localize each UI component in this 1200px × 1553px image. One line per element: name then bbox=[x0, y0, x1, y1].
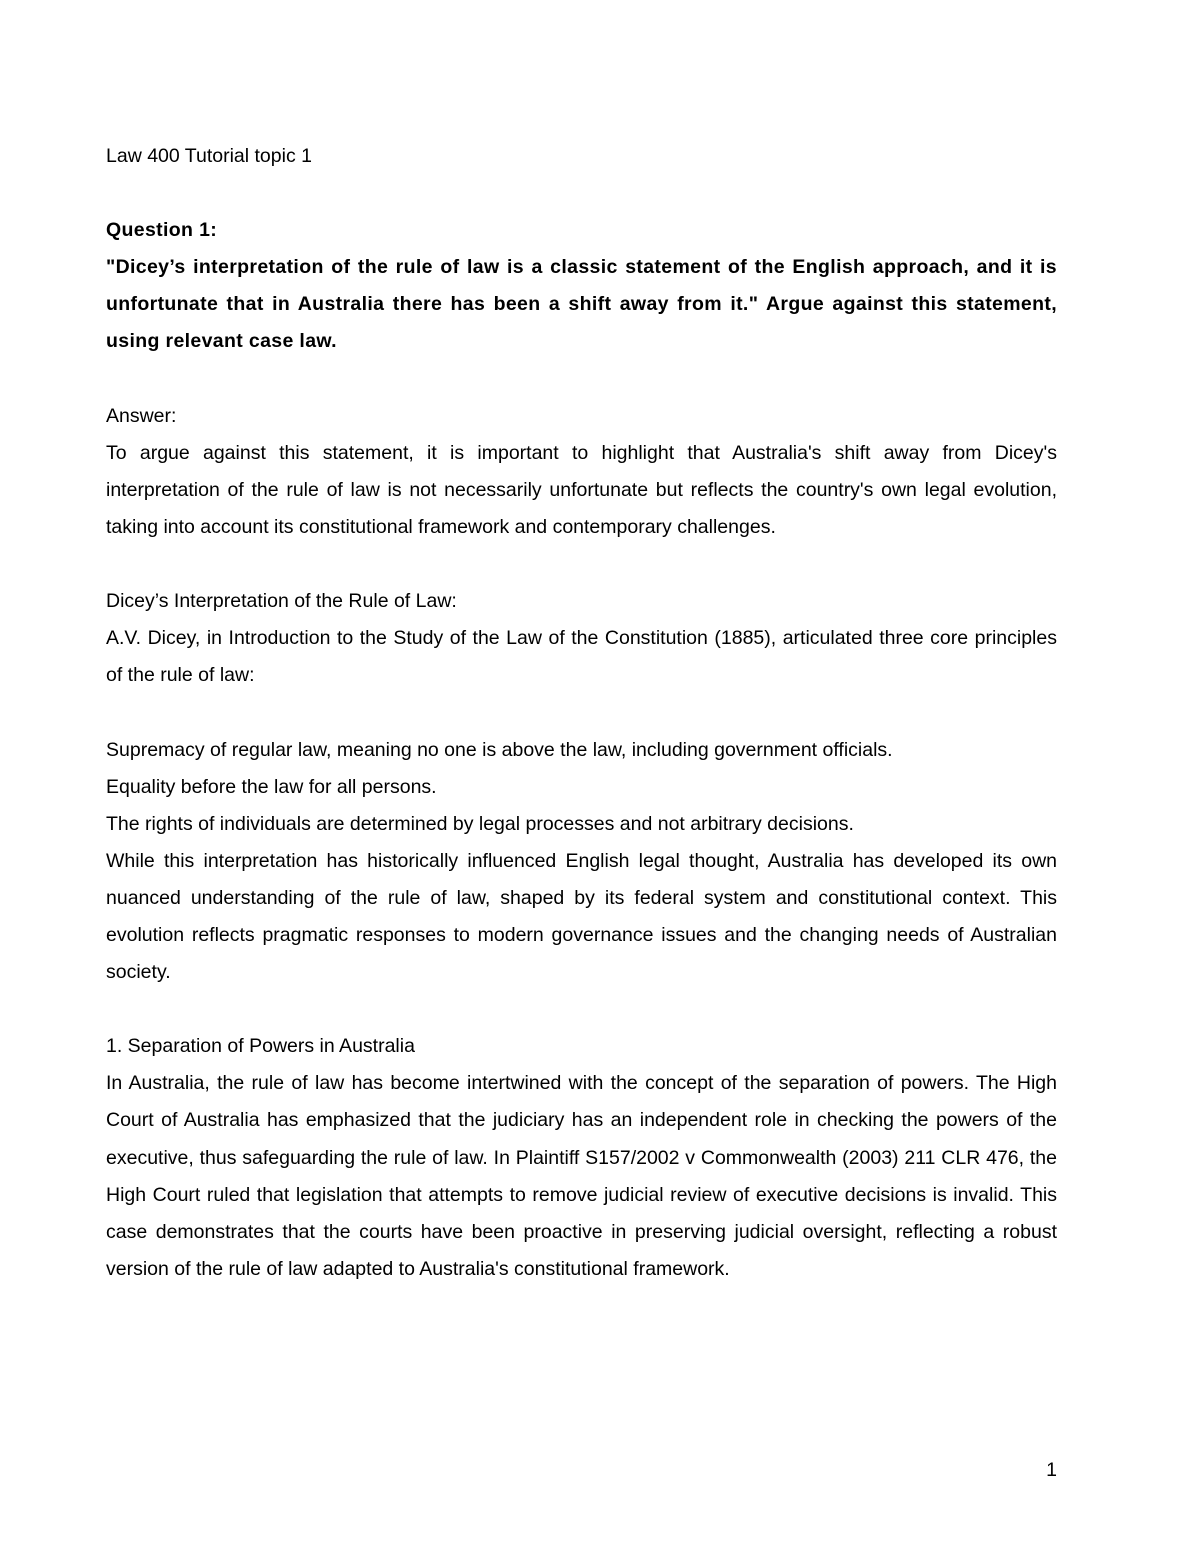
principle-item: Supremacy of regular law, meaning no one is above the law, including government officials. bbox=[106, 738, 893, 761]
answer-intro-paragraph: To argue against this statement, it is important to highlight that Australia's shift away from Dicey's interpretation of the rule of law is not necessarily unfortunate but reflects the country's own legal evolution, taking into account its constitutional framework and contemporary challenges. bbox=[106, 441, 1057, 538]
answer-label: Answer: bbox=[106, 404, 177, 427]
dicey-intro-paragraph: A.V. Dicey, in Introduction to the Study of the Law of the Constitution (1885), articulated three core principles of the rule of law: bbox=[106, 627, 1057, 687]
dicey-heading: Dicey’s Interpretation of the Rule of Law: bbox=[106, 590, 457, 613]
spacer bbox=[106, 694, 1057, 731]
document-heading: Law 400 Tutorial topic 1 bbox=[106, 145, 312, 167]
question-text: "Dicey’s interpretation of the rule of law is a classic statement of the English approach, and it is unfortunate that in Australia there has been a shift away from it." Argue against this statement, using relevant case law. bbox=[106, 256, 1057, 353]
spacer bbox=[106, 175, 1057, 212]
spacer bbox=[106, 546, 1057, 583]
spacer bbox=[106, 991, 1057, 1028]
influence-paragraph: While this interpretation has historically influenced English legal thought, Australia has developed its own nuanced understanding of the rule of law, shaped by its federal system and constitutional context. This evolution reflects pragmatic responses to modern governance issues and the changing needs of Australian society. bbox=[106, 849, 1057, 984]
document-body bbox=[106, 138, 1057, 1288]
section-1-heading: 1. Separation of Powers in Australia bbox=[106, 1035, 415, 1058]
spacer bbox=[106, 361, 1057, 398]
principle-item: Equality before the law for all persons. bbox=[106, 775, 437, 798]
section-1-paragraph: In Australia, the rule of law has become intertwined with the concept of the separation of powers. The High Court of Australia has emphasized that the judiciary has an independent role in checking the powers of the executive, thus safeguarding the rule of law. In Plaintiff S157/2002 v Commonwealth (2003) 211 CLR 476, the High Court ruled that legislation that attempts to remove judicial review of executive decisions is invalid. This case demonstrates that the courts have been proactive in preserving judicial oversight, reflecting a robust version of the rule of law adapted to Australia's constitutional framework. bbox=[106, 1072, 1057, 1280]
question-label: Question 1: bbox=[106, 219, 218, 242]
principle-item: The rights of individuals are determined by legal processes and not arbitrary decisions. bbox=[106, 812, 854, 835]
page-number: 1 bbox=[1046, 1459, 1057, 1481]
